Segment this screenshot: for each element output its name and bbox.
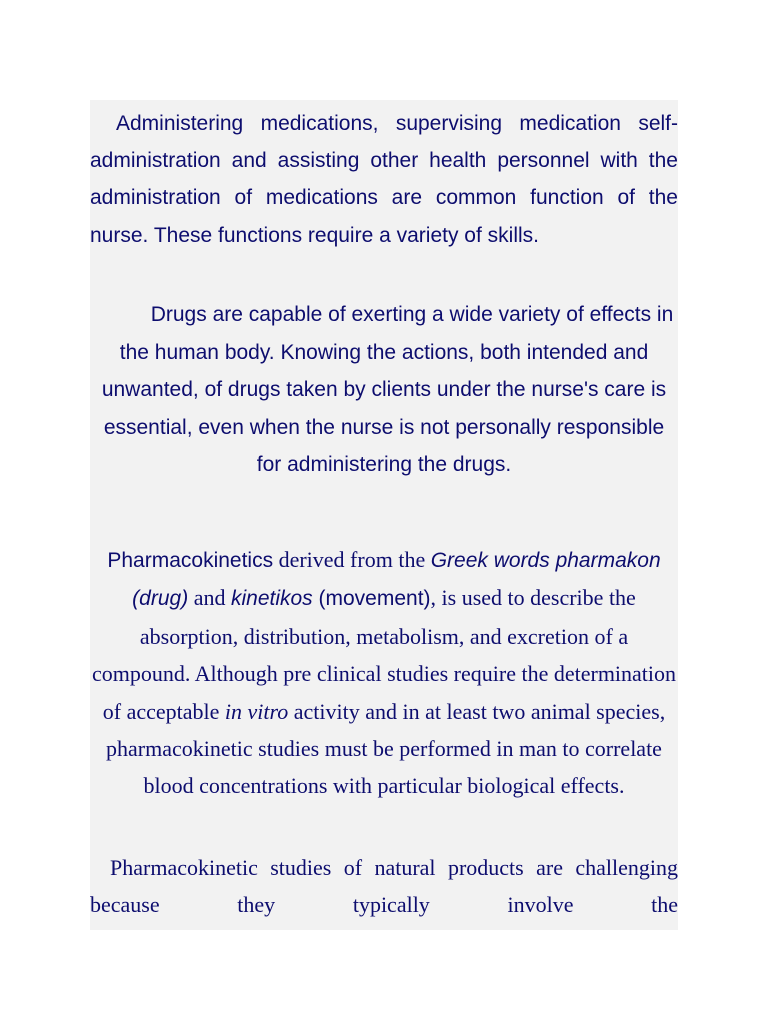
paragraph-pharmacokinetics-definition [90,541,678,805]
text-greek-words: Greek words pharmakon (drug) [132,549,661,611]
text-and: and [188,585,231,611]
term-kinetikos: kinetikos [230,587,313,611]
term-pharmacokinetics: Pharmacokinetics [107,549,274,572]
text-movement: (movement) [312,587,431,611]
paragraph-drug-effects-text: Drugs are capable of exerting a wide variety of effects in the human body. Knowing the actions, both intended and unwanted, of drugs taken by clients under the nurse's care is essential, even when the nurse is not personally responsible for administering the drugs. [101,303,674,477]
paragraph-natural-products: Pharmacokinetic studies of natural products are challenging because they typically involve the [90,855,678,918]
text-definition-a: , is used to describe the absorption, distribution, metabolism, and excretion of a compound. Although pre clinical studies require the determination of acceptable [91,585,677,724]
text-definition-b: activity and in at least two animal species, pharmacokinetic studies must be performed in man to correlate blood concentrations with particular biological effects. [106,698,666,799]
paragraph-nurse-functions: Administering medications, supervising medication self-administration and assisting other health personnel with the administration of medications are common function of the nurse. These functions require a variety of skills. [90,112,678,247]
paragraph-drug-effects [90,296,678,484]
term-in-vitro: in vitro [224,698,289,724]
document-page [90,100,678,930]
text-derived-from: derived from the [273,547,431,572]
